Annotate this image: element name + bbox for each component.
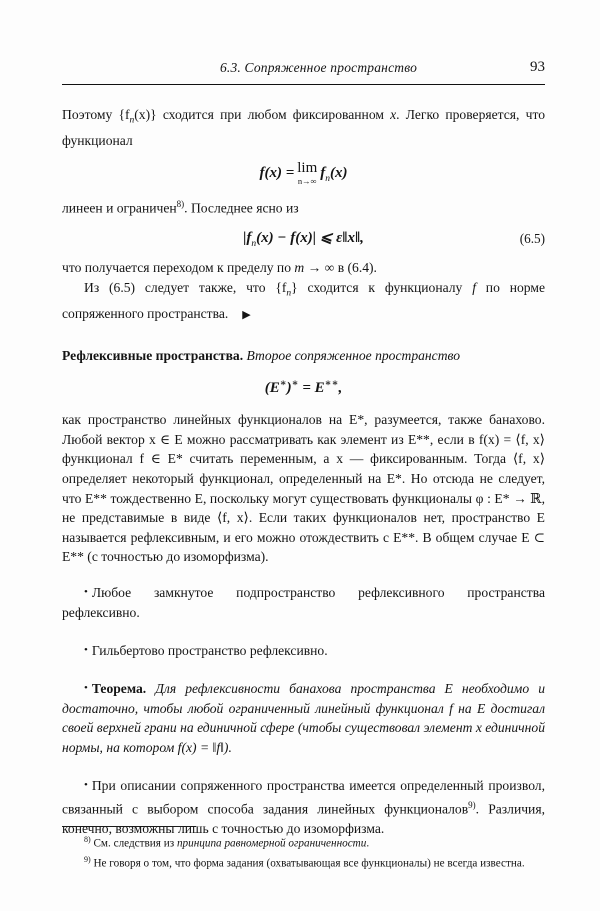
equation-2-sub: n xyxy=(251,239,257,250)
footnote-8-end: . xyxy=(366,837,370,850)
running-head xyxy=(62,60,545,94)
bullet-item-1 xyxy=(62,583,545,623)
footnote-8-italic: принципа равномерной ограниченности xyxy=(176,837,367,850)
paragraph-1-var-x: x xyxy=(390,107,397,122)
bullet-item-2-text: Гильбертово пространство рефлексивно. xyxy=(91,642,328,658)
bullet-dot-icon: • xyxy=(84,586,88,599)
paragraph-4-var-f: f xyxy=(472,279,476,295)
paragraph-2 xyxy=(62,195,545,218)
paragraph-4 xyxy=(62,278,545,326)
paragraph-3-text-a: что получается переходом к пределу по xyxy=(62,260,295,276)
footnote-ref-8[interactable]: 8) xyxy=(176,198,185,209)
footnote-8-text: См. следствия из xyxy=(93,837,177,850)
equation-1-rhs-b: (x) xyxy=(330,164,348,181)
paragraph-1-sub-n: n xyxy=(129,115,135,126)
footnote-ref-9[interactable]: 9) xyxy=(468,799,476,810)
paragraph-1-text-c: . Легко проверяется, что функционал xyxy=(62,107,545,149)
paragraph-4-sub-n: n xyxy=(286,288,292,299)
paragraph-2-text-b: . Последнее ясно из xyxy=(184,200,299,216)
paragraph-3-text-b: → ∞ в (6.4). xyxy=(304,260,377,276)
running-head-title: 6.3. Сопряженное пространство xyxy=(219,60,418,75)
bullet-item-3-text-b: . Различия, конечно, возможны лишь с точностью до изоморфизма. xyxy=(62,801,545,836)
page-number: 93 xyxy=(530,59,545,75)
footnote-8 xyxy=(62,832,545,852)
bullet-item-1-text: Любое замкнутое подпространство рефлексивного пространства рефлексивно. xyxy=(62,584,545,620)
section-heading-italic: Второе сопряженное пространство xyxy=(243,347,461,363)
paragraph-1-text-b: (x)} сходится при любом фиксированном xyxy=(134,107,391,122)
paragraph-4-text-a: Из (6.5) следует также, что {f xyxy=(84,279,287,295)
paragraph-3-var-m: m xyxy=(294,260,305,276)
paragraph-5: как пространство линейных функционалов на E*, разумеется, также банахово. Любой вектор x ∈ E можно рассматривать как элемент из E**, если в f(x) = ⟨f, x⟩ функционал f ∈ E* считать переменным, а x — фиксированным. Тогда ⟨f, x⟩ определяет некоторый функционал, определенный на E*. Но отсюда не следует, что E** тождественно E, поскольку могут существовать функционалы φ : E* → ℝ, не представимые в виде ⟨f, x⟩. Если таких функционалов нет, пространство E называется рефлексивным, и его можно отождествить с E**. В общем случае E ⊂ E** (с точностью до изоморфизма). xyxy=(62,412,545,565)
footnotes-area xyxy=(62,826,545,871)
equation-1-rhs-a: f xyxy=(320,164,326,181)
display-equation-1 xyxy=(62,161,545,186)
bullet-item-2 xyxy=(62,641,545,661)
page-content xyxy=(62,0,545,838)
paragraph-2-text-a: линеен и ограничен xyxy=(62,200,177,216)
equation-2-tag: (6.5) xyxy=(519,230,545,246)
limit-operator xyxy=(297,161,317,186)
paragraph-3 xyxy=(62,258,545,278)
paragraph-1 xyxy=(62,105,545,151)
theorem-block xyxy=(62,679,545,758)
paragraph-4-text-c: по норме сопряженного пространства. xyxy=(62,279,545,321)
theorem-text: Для рефлексивности банахова пространства E необходимо и достаточно, чтобы любой ограниченный линейный функционал f на E достигал своей верхней грани на единичной сфере (чтобы существовал элемент x единичной нормы, на котором f(x) = ‖f‖). xyxy=(62,680,545,755)
bullet-dot-icon: • xyxy=(84,682,88,695)
equation-1-lhs: f(x) = xyxy=(259,164,295,181)
display-equation-2 xyxy=(62,228,545,249)
footnote-9-text: Не говоря о том, что форма задания (охватывающая все функционалы) не всегда известна. xyxy=(93,857,525,870)
footnote-separator-rule xyxy=(62,826,196,827)
header-rule xyxy=(62,84,545,85)
paragraph-4-text-b: } сходится к функционалу xyxy=(291,279,473,295)
limit-subscript: n→∞ xyxy=(297,175,317,186)
equation-3-body: (E∗)∗ = E∗∗, xyxy=(264,378,343,397)
section-heading-bold: Рефлексивные пространства. xyxy=(62,347,244,363)
equation-2-body-a: |f xyxy=(243,230,252,247)
footnote-9 xyxy=(62,852,545,872)
limit-label: lim xyxy=(297,159,318,176)
end-of-proof-marker: ▶ xyxy=(242,308,251,321)
equation-1-rhs-sub: n xyxy=(325,173,331,184)
display-equation-3 xyxy=(62,378,545,397)
equation-2-body-b: (x) − f(x)| ⩽ ε‖x‖, xyxy=(256,230,364,247)
theorem-label: Теорема. xyxy=(91,680,147,696)
paragraph-1-text-a: Поэтому {f xyxy=(62,107,130,122)
bullet-dot-icon: • xyxy=(84,779,88,792)
bullet-dot-icon: • xyxy=(84,644,88,657)
footnote-9-marker: 9) xyxy=(84,854,91,864)
footnote-8-marker: 8) xyxy=(84,835,91,844)
bullet-item-3-text-a: При описании сопряженного пространства имеется определенный произвол, связанный с выбором способа задания линейных функционалов xyxy=(62,777,545,817)
section-heading xyxy=(62,346,545,366)
